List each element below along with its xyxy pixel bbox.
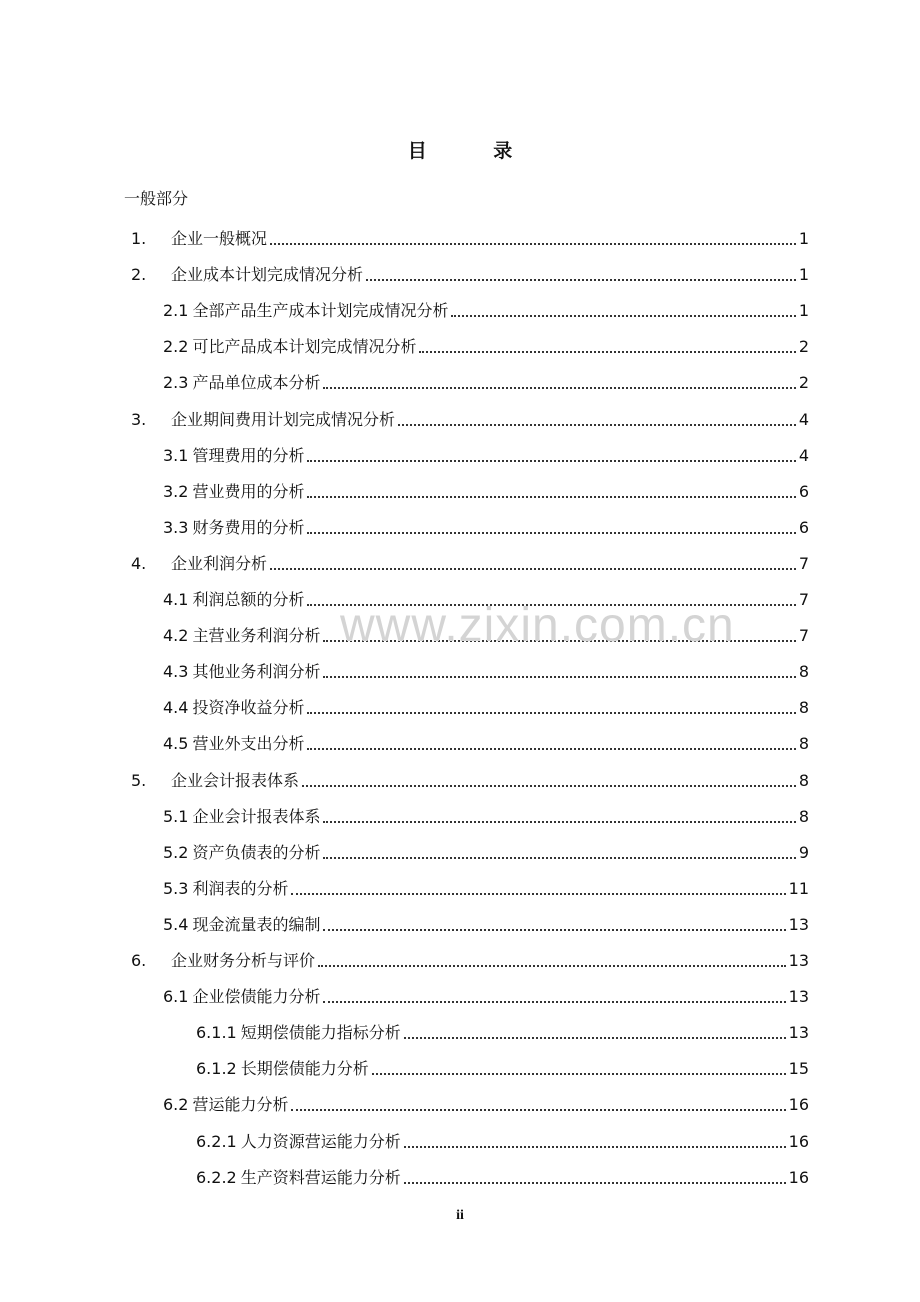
toc-entry-number: 6.2.2 <box>196 1167 237 1187</box>
toc-dot-leader <box>291 893 785 895</box>
toc-entry[interactable] <box>163 729 809 755</box>
toc-dot-leader <box>307 496 795 498</box>
toc-entry-page: 16 <box>788 1167 809 1187</box>
toc-dot-leader <box>323 676 795 678</box>
toc-entry-title: 利润总额的分析 <box>192 590 305 609</box>
toc-entry-number: 6.2.1 <box>196 1131 237 1151</box>
toc-entry-number: 2.2 <box>163 337 189 357</box>
toc-entry[interactable] <box>196 1018 809 1044</box>
toc-entry-number: 6.1.2 <box>196 1059 237 1079</box>
toc-entry-page: 9 <box>798 842 809 862</box>
toc-entry-number: 6.1 <box>163 987 189 1007</box>
toc-dot-leader <box>323 387 795 389</box>
toc-entry-title: 全部产品生产成本计划完成情况分析 <box>192 301 449 321</box>
toc-dot-leader <box>404 1182 786 1184</box>
toc-entry-title: 企业偿债能力分析 <box>192 987 321 1007</box>
toc-entry[interactable] <box>131 549 809 575</box>
page-number: ii <box>456 1208 464 1223</box>
toc-entry-page: 2 <box>798 337 809 357</box>
toc-entry-number: 5.2 <box>163 842 189 862</box>
toc-entry-number: 4.4 <box>163 698 189 718</box>
toc-entry-page: 8 <box>798 806 809 826</box>
toc-entry-number: 4.1 <box>163 590 189 609</box>
toc-entry-number: 2. <box>131 265 147 285</box>
toc-entry-page: 6 <box>798 517 809 537</box>
toc-entry-number: 6. <box>131 951 147 970</box>
toc-entry[interactable] <box>131 946 809 972</box>
toc-dot-leader <box>270 243 796 245</box>
toc-entry-number: 3.3 <box>163 517 189 537</box>
toc-entry-title: 主营业务利润分析 <box>192 626 321 646</box>
toc-entry-number: 5.4 <box>163 914 189 934</box>
toc-dot-leader <box>307 532 795 534</box>
toc-entry-page: 1 <box>798 301 809 321</box>
toc-entry-page: 8 <box>798 698 809 718</box>
toc-entry[interactable] <box>163 1090 809 1116</box>
toc-entry-number: 3. <box>131 409 147 429</box>
toc-entry-page: 6 <box>798 481 809 501</box>
toc-entry-title: 营业费用的分析 <box>192 481 305 501</box>
section-label: 一般部分 <box>124 189 189 208</box>
toc-entry[interactable] <box>163 296 809 322</box>
toc-entry[interactable] <box>163 874 809 900</box>
toc-entry-page: 2 <box>798 373 809 393</box>
toc-entry-title: 利润表的分析 <box>192 878 289 898</box>
toc-entry-page: 4 <box>798 409 809 429</box>
toc-entry-number: 4.2 <box>163 626 189 646</box>
toc-entry-page: 7 <box>798 590 809 609</box>
toc-entry[interactable] <box>131 260 809 286</box>
toc-dot-leader <box>372 1073 786 1075</box>
toc-entry-title: 企业成本计划完成情况分析 <box>171 265 364 285</box>
toc-entry-number: 4.5 <box>163 734 189 754</box>
toc-dot-leader <box>323 929 785 931</box>
toc-dot-leader <box>398 424 796 426</box>
toc-entry-number: 6.1.1 <box>196 1023 237 1043</box>
toc-entry[interactable] <box>163 368 809 394</box>
toc-entry[interactable] <box>163 657 809 683</box>
toc-entry-title: 企业期间费用计划完成情况分析 <box>171 409 396 429</box>
toc-entry-title: 产品单位成本分析 <box>192 373 321 393</box>
toc-entry-number: 3.2 <box>163 481 189 501</box>
toc-entry-page: 8 <box>798 662 809 682</box>
page-title: 目 录 <box>407 140 543 162</box>
toc-entry[interactable] <box>163 838 809 864</box>
toc-entry[interactable] <box>131 405 809 431</box>
toc-dot-leader <box>323 821 795 823</box>
toc-dot-leader <box>366 279 796 281</box>
toc-dot-leader <box>318 965 786 967</box>
toc-entry-page: 8 <box>798 734 809 754</box>
toc-entry[interactable] <box>196 1163 809 1189</box>
toc-entry-title: 企业会计报表体系 <box>192 806 321 826</box>
toc-entry-title: 营运能力分析 <box>192 1095 289 1115</box>
toc-entry-title: 财务费用的分析 <box>192 517 305 537</box>
toc-entry-number: 6.2 <box>163 1095 189 1115</box>
toc-entry-number: 5. <box>131 770 147 790</box>
toc-entry[interactable] <box>163 441 809 467</box>
toc-entry-title: 可比产品成本计划完成情况分析 <box>192 337 417 357</box>
toc-entry-title: 企业会计报表体系 <box>171 770 300 790</box>
toc-entry-title: 投资净收益分析 <box>192 698 305 718</box>
toc-dot-leader <box>291 1109 785 1111</box>
toc-entry-title: 其他业务利润分析 <box>192 662 321 682</box>
toc-entry[interactable] <box>163 332 809 358</box>
toc-dot-leader <box>419 351 795 353</box>
toc-dot-leader <box>307 748 795 750</box>
toc-entry-number: 5.1 <box>163 806 189 826</box>
toc-entry-title: 现金流量表的编制 <box>192 914 321 934</box>
toc-entry[interactable] <box>163 693 809 719</box>
toc-dot-leader <box>323 640 795 642</box>
toc-entry-page: 1 <box>798 265 809 285</box>
toc-entry-page: 7 <box>798 626 809 646</box>
toc-entry-page: 13 <box>788 987 809 1007</box>
toc-entry-number: 4.3 <box>163 662 189 682</box>
toc-dot-leader <box>323 857 795 859</box>
toc-entry-page: 4 <box>798 445 809 465</box>
toc-entry[interactable] <box>131 766 809 792</box>
toc-entry-page: 13 <box>788 951 809 970</box>
toc-entry-page: 16 <box>788 1095 809 1115</box>
toc-dot-leader <box>323 1001 785 1003</box>
toc-dot-leader <box>307 712 795 714</box>
toc-entry-number: 5.3 <box>163 878 189 898</box>
toc-dot-leader <box>307 460 795 462</box>
toc-entry[interactable] <box>131 224 809 250</box>
watermark: www.zixin.com.cn <box>340 599 735 652</box>
toc-entry-title: 短期偿债能力指标分析 <box>240 1023 401 1043</box>
toc-entry[interactable] <box>163 621 809 647</box>
toc-entry-number: 2.3 <box>163 373 189 393</box>
toc-entry-page: 8 <box>798 770 809 790</box>
toc-entry[interactable] <box>163 585 809 611</box>
toc-entry[interactable] <box>163 982 809 1008</box>
toc-entry[interactable] <box>163 513 809 539</box>
toc-entry-page: 7 <box>798 553 809 573</box>
toc-entry-page: 13 <box>788 914 809 934</box>
toc-dot-leader <box>451 315 795 317</box>
toc-dot-leader <box>270 568 796 570</box>
toc-entry-title: 企业一般概况 <box>171 229 268 248</box>
toc-entry[interactable] <box>163 477 809 503</box>
toc-dot-leader <box>307 604 795 606</box>
toc-dot-leader <box>404 1146 786 1148</box>
toc-entry[interactable] <box>196 1127 809 1153</box>
toc-entry-number: 3.1 <box>163 445 189 465</box>
toc-entry-page: 13 <box>788 1023 809 1043</box>
toc-entry[interactable] <box>163 910 809 936</box>
toc-entry-title: 人力资源营运能力分析 <box>240 1131 401 1151</box>
toc-entry[interactable] <box>196 1054 809 1080</box>
toc-entry-title: 营业外支出分析 <box>192 734 305 754</box>
toc-dot-leader <box>404 1037 786 1039</box>
toc-entry-page: 11 <box>788 878 809 898</box>
toc-entry-title: 企业财务分析与评价 <box>171 951 316 970</box>
toc-entry-page: 1 <box>798 229 809 248</box>
toc-entry-title: 企业利润分析 <box>171 553 268 573</box>
toc-entry-title: 生产资料营运能力分析 <box>240 1167 401 1187</box>
toc-entry-number: 4. <box>131 553 147 573</box>
toc-entry[interactable] <box>163 802 809 828</box>
toc-entry-number: 1. <box>131 229 147 248</box>
toc-dot-leader <box>302 785 796 787</box>
toc-entry-title: 管理费用的分析 <box>192 445 305 465</box>
toc-entry-title: 长期偿债能力分析 <box>240 1059 369 1079</box>
toc-entry-title: 资产负债表的分析 <box>192 842 321 862</box>
toc-entry-page: 15 <box>788 1059 809 1079</box>
toc-entry-number: 2.1 <box>163 301 189 321</box>
toc-entry-page: 16 <box>788 1131 809 1151</box>
